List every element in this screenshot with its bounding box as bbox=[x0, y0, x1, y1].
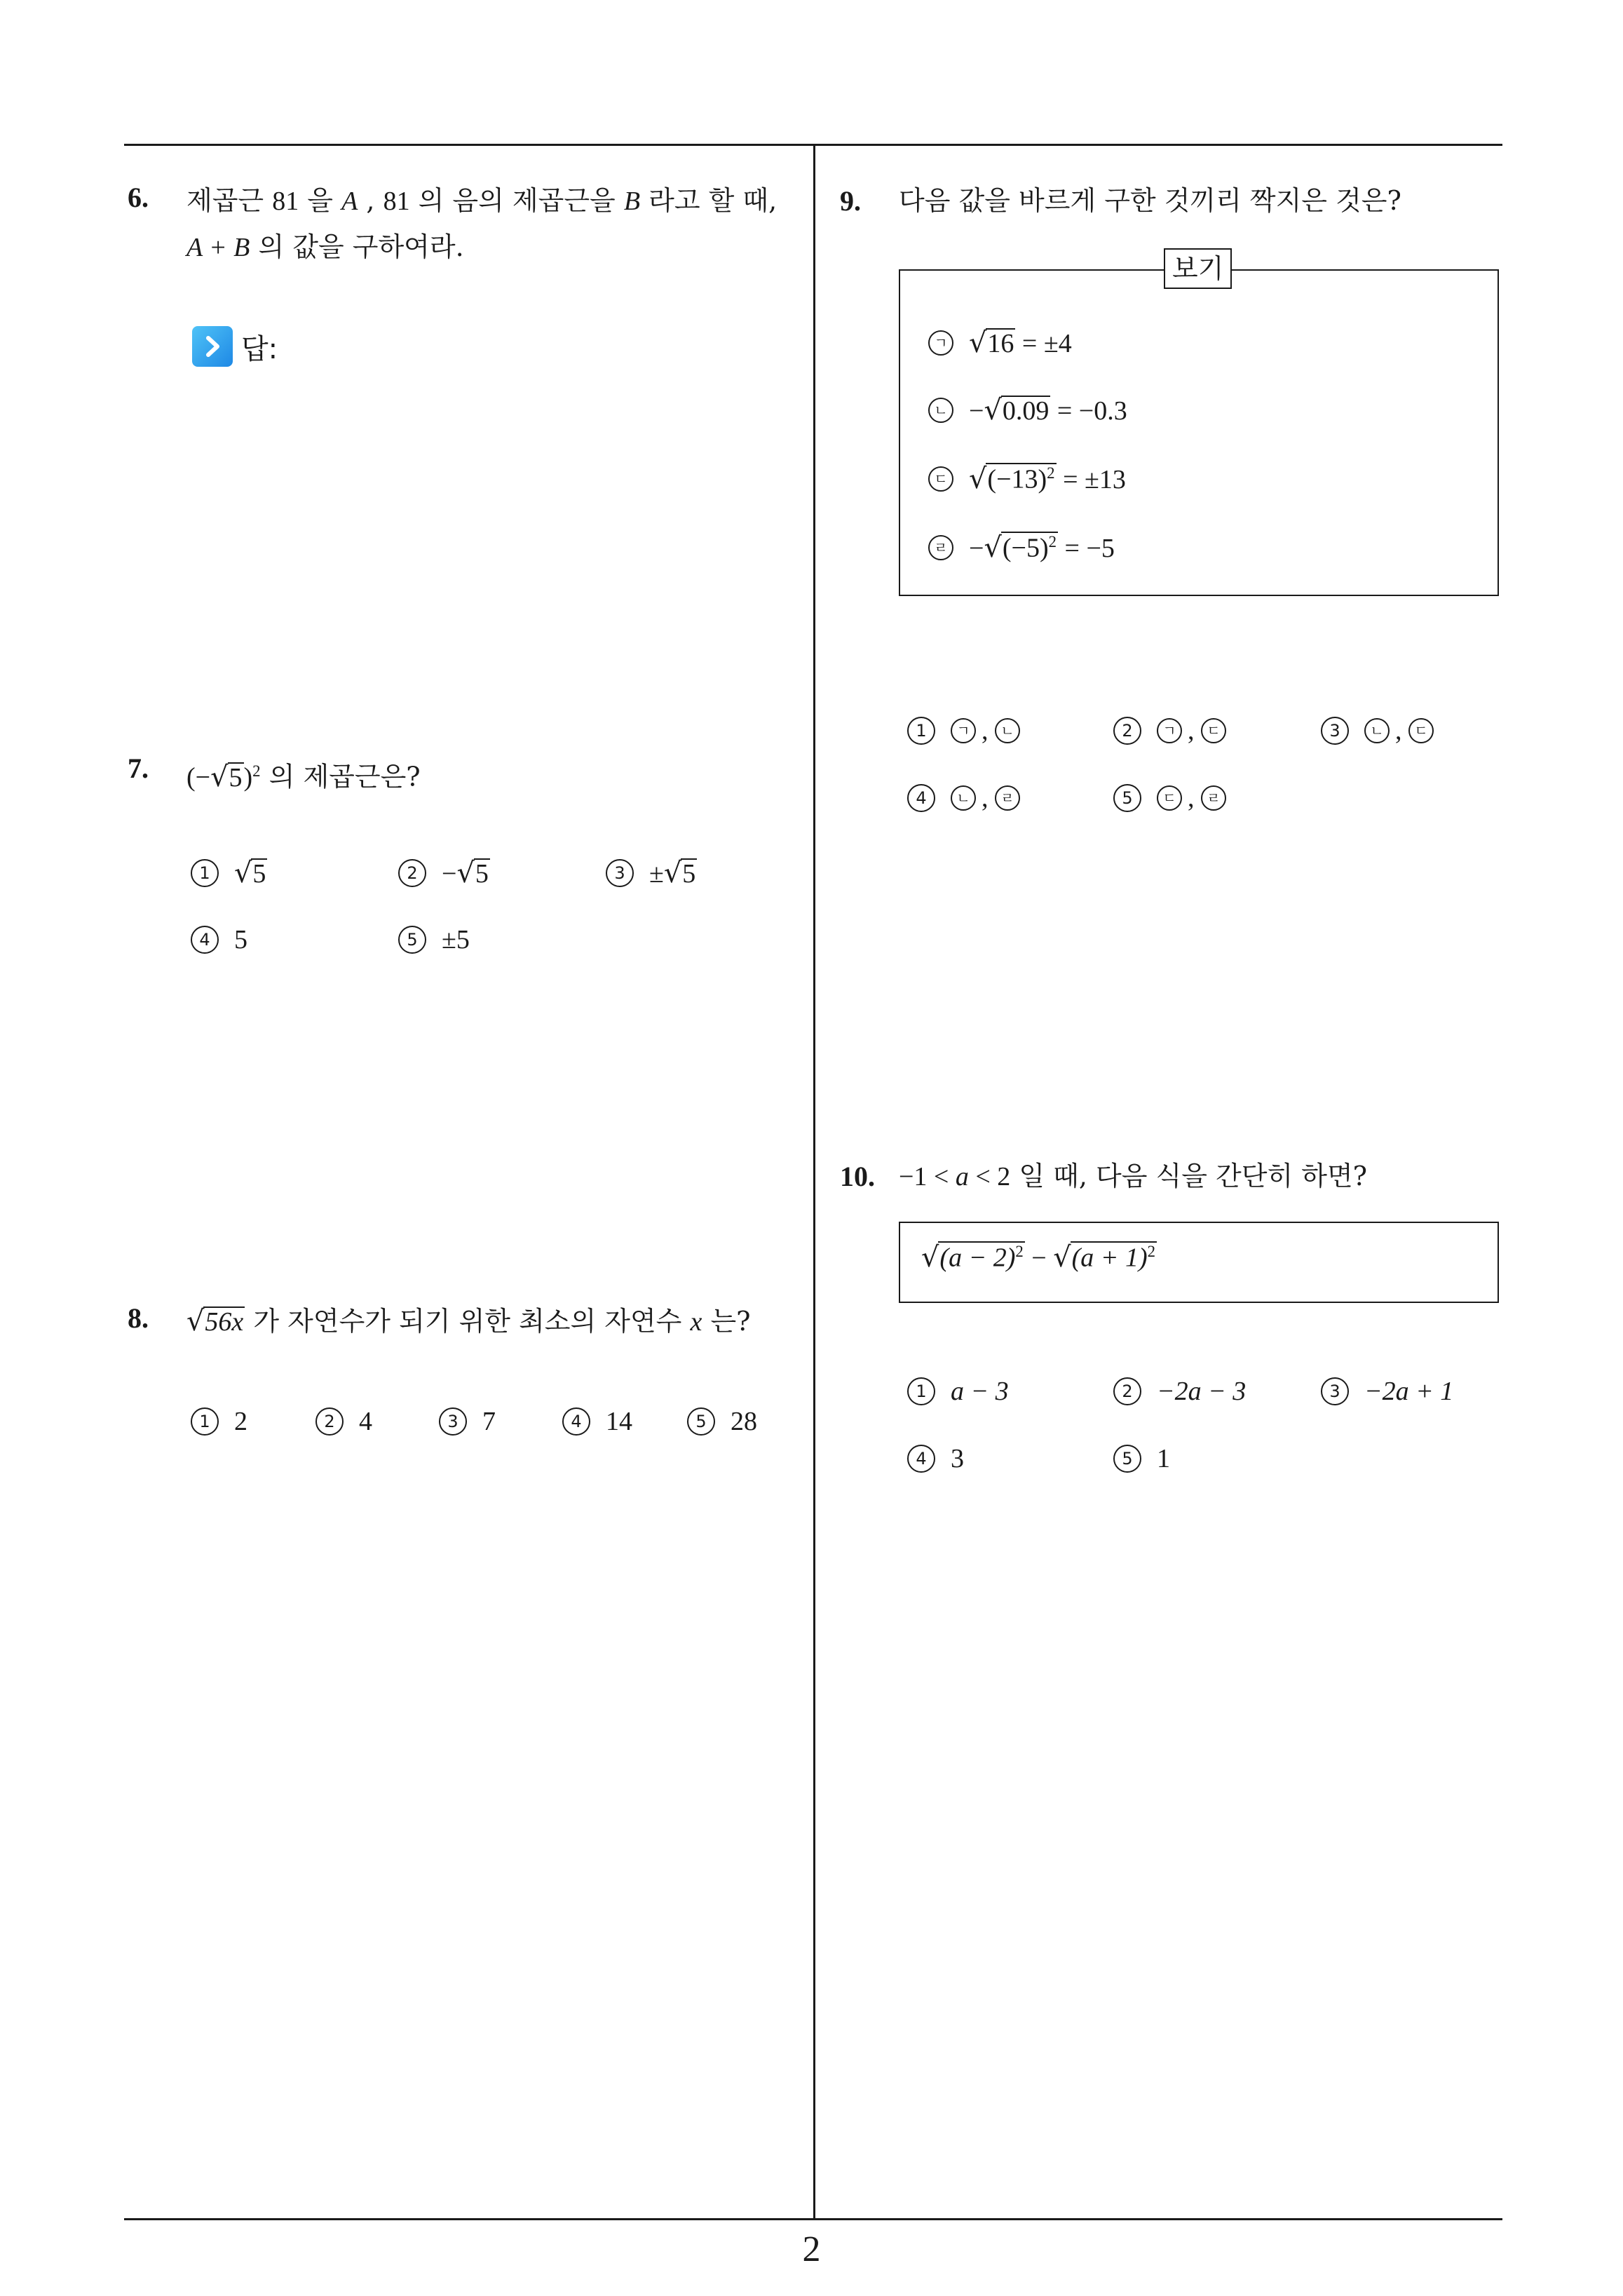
option-number: 4 bbox=[907, 784, 935, 812]
radicand: (−13) bbox=[987, 465, 1047, 494]
option-value: 7 bbox=[482, 1407, 496, 1436]
option-number: 5 bbox=[1113, 784, 1141, 812]
option-number: 4 bbox=[191, 926, 219, 954]
expression bbox=[921, 1241, 1157, 1274]
text-fragment: 의 값을 구하여라. bbox=[250, 231, 464, 262]
option-number: 2 bbox=[1113, 717, 1141, 745]
item-mark: ㄱ bbox=[951, 718, 976, 743]
result: = −0.3 bbox=[1050, 396, 1127, 426]
exponent: 2 bbox=[1048, 533, 1057, 551]
item-mark: ㄷ bbox=[1201, 718, 1226, 743]
item-mark: ㄱ bbox=[1157, 718, 1182, 743]
question-number: 8. bbox=[128, 1302, 149, 1334]
item-mark: ㄱ bbox=[928, 330, 953, 356]
number-81: 81 bbox=[272, 187, 299, 216]
example-item-2 bbox=[928, 394, 1127, 426]
item-mark: ㄹ bbox=[995, 785, 1020, 811]
option-number: 1 bbox=[907, 717, 935, 745]
option-number: 5 bbox=[687, 1407, 715, 1436]
option-value: −2a + 1 bbox=[1364, 1377, 1454, 1406]
expression: A + B bbox=[186, 233, 250, 262]
chevron-right-icon bbox=[192, 326, 233, 367]
var-x: x bbox=[690, 1307, 702, 1337]
radicand: 16 bbox=[987, 329, 1014, 358]
prefix: − bbox=[442, 859, 457, 889]
option-number: 3 bbox=[1321, 1377, 1349, 1405]
radicand: (a − 2) bbox=[939, 1243, 1016, 1273]
sqrt-sign: √ bbox=[456, 857, 475, 889]
radicand: (−5) bbox=[1002, 534, 1049, 563]
answer-label: 답: bbox=[241, 332, 278, 365]
sqrt-sign: √ bbox=[984, 532, 1002, 564]
column-divider bbox=[813, 144, 815, 2220]
radicand: 5 bbox=[682, 859, 696, 889]
text-fragment: 의 음의 제곱근을 bbox=[409, 185, 624, 216]
option-1[interactable] bbox=[907, 1376, 1009, 1407]
option-value: 4 bbox=[359, 1407, 372, 1436]
prefix: − bbox=[969, 396, 984, 426]
question-number: 9. bbox=[840, 185, 861, 217]
option-number: 1 bbox=[191, 859, 219, 887]
text-fragment: 의 제곱근은? bbox=[260, 761, 421, 792]
exponent: 2 bbox=[1047, 464, 1055, 482]
option-5[interactable] bbox=[1113, 1443, 1170, 1474]
item-mark: ㄷ bbox=[928, 466, 953, 492]
option-2[interactable] bbox=[1113, 1376, 1246, 1407]
var-b: B bbox=[623, 187, 641, 216]
result: = −5 bbox=[1058, 534, 1115, 563]
option-number: 2 bbox=[315, 1407, 344, 1436]
option-number: 4 bbox=[907, 1445, 935, 1473]
exponent: 2 bbox=[1015, 1243, 1024, 1261]
text-fragment: 제곱근 bbox=[186, 185, 273, 216]
option-4[interactable] bbox=[191, 924, 247, 955]
example-item-3 bbox=[928, 463, 1126, 495]
example-box bbox=[899, 253, 1499, 596]
prefix: ± bbox=[649, 859, 664, 889]
sqrt-sign: √ bbox=[210, 760, 229, 793]
item-mark: ㄴ bbox=[951, 785, 976, 811]
radicand: (a + 1) bbox=[1071, 1243, 1148, 1273]
option-2[interactable] bbox=[398, 857, 490, 889]
option-number: 3 bbox=[439, 1407, 467, 1436]
option-4[interactable] bbox=[907, 1443, 964, 1474]
option-5[interactable] bbox=[687, 1406, 757, 1437]
option-number: 1 bbox=[907, 1377, 935, 1405]
option-2[interactable] bbox=[315, 1406, 372, 1437]
var-a: A bbox=[341, 187, 358, 216]
option-3[interactable] bbox=[439, 1406, 496, 1437]
sqrt-sign: √ bbox=[969, 327, 987, 359]
option-value: 1 bbox=[1157, 1444, 1170, 1473]
text-fragment: 는? bbox=[702, 1306, 751, 1337]
example-item-4 bbox=[928, 532, 1115, 564]
item-mark: ㄷ bbox=[1157, 785, 1182, 811]
text-fragment: ) bbox=[243, 762, 253, 792]
option-value: 5 bbox=[234, 925, 247, 954]
option-number: 2 bbox=[1113, 1377, 1141, 1405]
radicand: 56x bbox=[205, 1307, 244, 1337]
option-value: ±5 bbox=[442, 925, 470, 954]
result: = ±4 bbox=[1015, 329, 1072, 358]
radicand: 5 bbox=[229, 762, 243, 792]
item-mark: ㄷ bbox=[1408, 718, 1434, 743]
question-number: 10. bbox=[840, 1161, 875, 1192]
option-4[interactable] bbox=[562, 1406, 632, 1437]
item-mark: ㄴ bbox=[928, 398, 953, 423]
question-text bbox=[186, 748, 421, 802]
sqrt-sign: √ bbox=[186, 1305, 205, 1337]
question-text: 다음 값을 바르게 구한 것끼리 짝지은 것은? bbox=[899, 185, 1401, 216]
item-mark: ㄹ bbox=[1201, 785, 1226, 811]
option-1[interactable] bbox=[191, 1406, 247, 1437]
text-fragment: 일 때, 다음 식을 간단히 하면? bbox=[1010, 1161, 1368, 1191]
text-fragment: 라고 할 때, bbox=[640, 185, 777, 216]
option-value: 14 bbox=[606, 1407, 632, 1436]
option-value: 3 bbox=[951, 1444, 964, 1473]
bottom-rule bbox=[124, 2218, 1502, 2220]
option-value: a − 3 bbox=[951, 1377, 1009, 1406]
box-title: 보기 bbox=[1164, 248, 1232, 289]
question-text-line2 bbox=[186, 223, 464, 271]
option-4[interactable]: 4 ㄴ , ㄹ bbox=[907, 783, 1026, 813]
option-number: 2 bbox=[398, 859, 426, 887]
radicand: 5 bbox=[252, 859, 266, 889]
number-81: 81 bbox=[383, 187, 410, 216]
exponent: 2 bbox=[252, 762, 261, 780]
option-value: 28 bbox=[731, 1407, 757, 1436]
option-1[interactable] bbox=[191, 857, 267, 889]
radicand: 0.09 bbox=[1002, 396, 1050, 426]
question-number: 6. bbox=[128, 182, 149, 213]
question-text bbox=[186, 1297, 751, 1346]
question-text bbox=[186, 177, 777, 225]
var-a: a bbox=[955, 1162, 969, 1191]
option-number: 3 bbox=[606, 859, 634, 887]
option-5[interactable]: 5 ㄷ , ㄹ bbox=[1113, 783, 1232, 813]
sqrt-sign: √ bbox=[984, 394, 1002, 426]
text-fragment: 가 자연수가 되기 위한 최소의 자연수 bbox=[245, 1306, 691, 1337]
prefix: − bbox=[969, 534, 984, 563]
text-fragment: (− bbox=[186, 762, 211, 792]
option-3[interactable] bbox=[606, 857, 697, 889]
text-fragment: −1 < bbox=[899, 1162, 956, 1191]
text-fragment: < 2 bbox=[968, 1162, 1011, 1191]
expression-box bbox=[899, 1222, 1499, 1303]
operator: − bbox=[1024, 1243, 1054, 1273]
sqrt-sign: √ bbox=[1053, 1241, 1071, 1274]
option-number: 5 bbox=[398, 926, 426, 954]
sqrt-sign: √ bbox=[969, 463, 987, 495]
item-mark: ㄴ bbox=[1364, 718, 1390, 743]
sqrt-sign: √ bbox=[921, 1241, 939, 1274]
result: = ±13 bbox=[1056, 465, 1126, 494]
example-item-1 bbox=[928, 327, 1072, 359]
sqrt-sign: √ bbox=[663, 857, 682, 889]
exponent: 2 bbox=[1147, 1243, 1155, 1261]
option-5[interactable] bbox=[398, 924, 470, 955]
text-fragment: 을 bbox=[299, 185, 342, 216]
option-number: 4 bbox=[562, 1407, 590, 1436]
item-mark: ㄹ bbox=[928, 535, 953, 560]
sqrt-sign: √ bbox=[234, 857, 252, 889]
option-3[interactable]: 3 ㄴ , ㄷ bbox=[1321, 715, 1439, 746]
page-number: 2 bbox=[802, 2229, 821, 2269]
option-number: 1 bbox=[191, 1407, 219, 1436]
question-text bbox=[899, 1152, 1367, 1201]
option-3[interactable] bbox=[1321, 1376, 1453, 1407]
item-mark: ㄴ bbox=[995, 718, 1020, 743]
question-number: 7. bbox=[128, 752, 149, 784]
text-fragment: , bbox=[358, 185, 383, 216]
option-1[interactable]: 1 ㄱ , ㄴ bbox=[907, 715, 1026, 746]
option-number: 5 bbox=[1113, 1445, 1141, 1473]
option-value: 2 bbox=[234, 1407, 247, 1436]
radicand: 5 bbox=[475, 859, 489, 889]
option-2[interactable]: 2 ㄱ , ㄷ bbox=[1113, 715, 1232, 746]
option-number: 3 bbox=[1321, 717, 1349, 745]
answer-field[interactable] bbox=[192, 326, 278, 367]
option-value: −2a − 3 bbox=[1157, 1377, 1247, 1406]
